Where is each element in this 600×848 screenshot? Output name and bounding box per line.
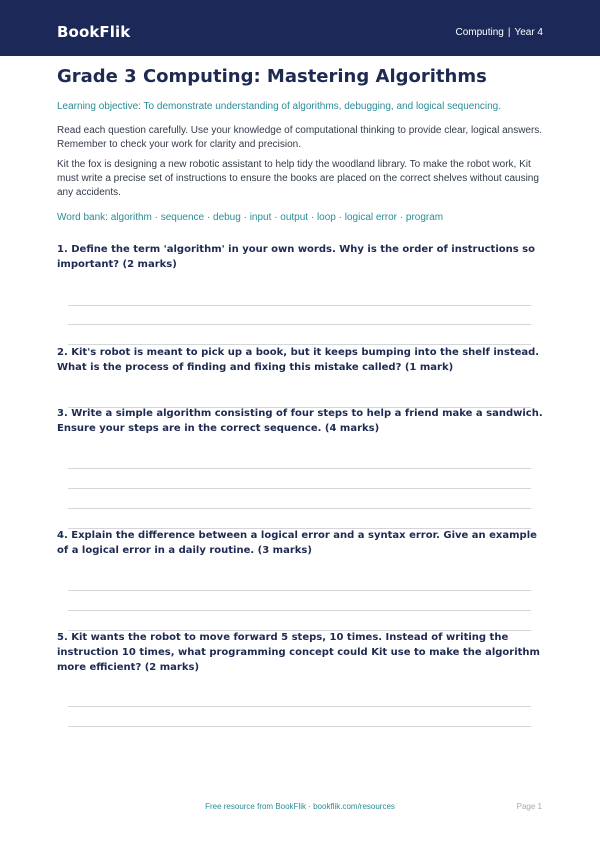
question-4: 4. Explain the difference between a logical error and a syntax error. Give an example of a logical error in a daily routine. (3 marks) [57,530,537,556]
answer-line[interactable] [68,726,531,727]
answer-line[interactable] [68,590,531,591]
answer-line[interactable] [68,706,531,707]
answer-line[interactable] [68,324,531,325]
answer-line[interactable] [68,488,531,489]
answer-line[interactable] [68,468,531,469]
footer-resource-link[interactable]: Free resource from BookFlik · bookflik.com/resources [205,802,395,811]
year-label: Year 4 [514,27,543,38]
word-bank: Word bank: algorithm · sequence · debug · input · output · loop · logical error · program [57,212,444,223]
learning-objective: Learning objective: To demonstrate understanding of algorithms, debugging, and logical sequencing. [57,101,502,112]
subject-label: Computing [455,27,504,38]
scenario-text: Kit the fox is designing a new robotic assistant to help tidy the woodland library. To make the robot work, Kit must write a precise set of instructions to ensure the books are placed on the correct shelves without causing any accidents. [57,159,539,198]
instructions: Read each question carefully. Use your knowledge of computational thinking to provide clear, logical answers. Remember to check your work for clarity and precision. [57,125,543,150]
question-5: 5. Kit wants the robot to move forward 5 steps, 10 times. Instead of writing the instruction 10 times, what programming concept could Kit use to make the algorithm more efficient? (2 marks) [57,632,540,673]
question-2: 2. Kit's robot is meant to pick up a book, but it keeps bumping into the shelf instead. What is the process of finding and fixing this mistake called? (1 mark) [57,347,540,373]
page-number: Page 1 [516,802,542,811]
answer-line[interactable] [68,508,531,509]
page-header [0,0,600,56]
brand-logo: BookFlik [57,23,131,41]
worksheet-title: Grade 3 Computing: Mastering Algorithms [57,66,487,87]
subject-year-label [455,27,543,38]
answer-line[interactable] [68,305,531,306]
meta-separator: | [507,27,511,38]
answer-line[interactable] [68,610,531,611]
question-3: 3. Write a simple algorithm consisting of four steps to help a friend make a sandwich. Ensure your steps are in the correct sequence. (4 marks) [57,408,543,434]
question-1: 1. Define the term 'algorithm' in your own words. Why is the order of instructions so important? (2 marks) [57,244,535,270]
